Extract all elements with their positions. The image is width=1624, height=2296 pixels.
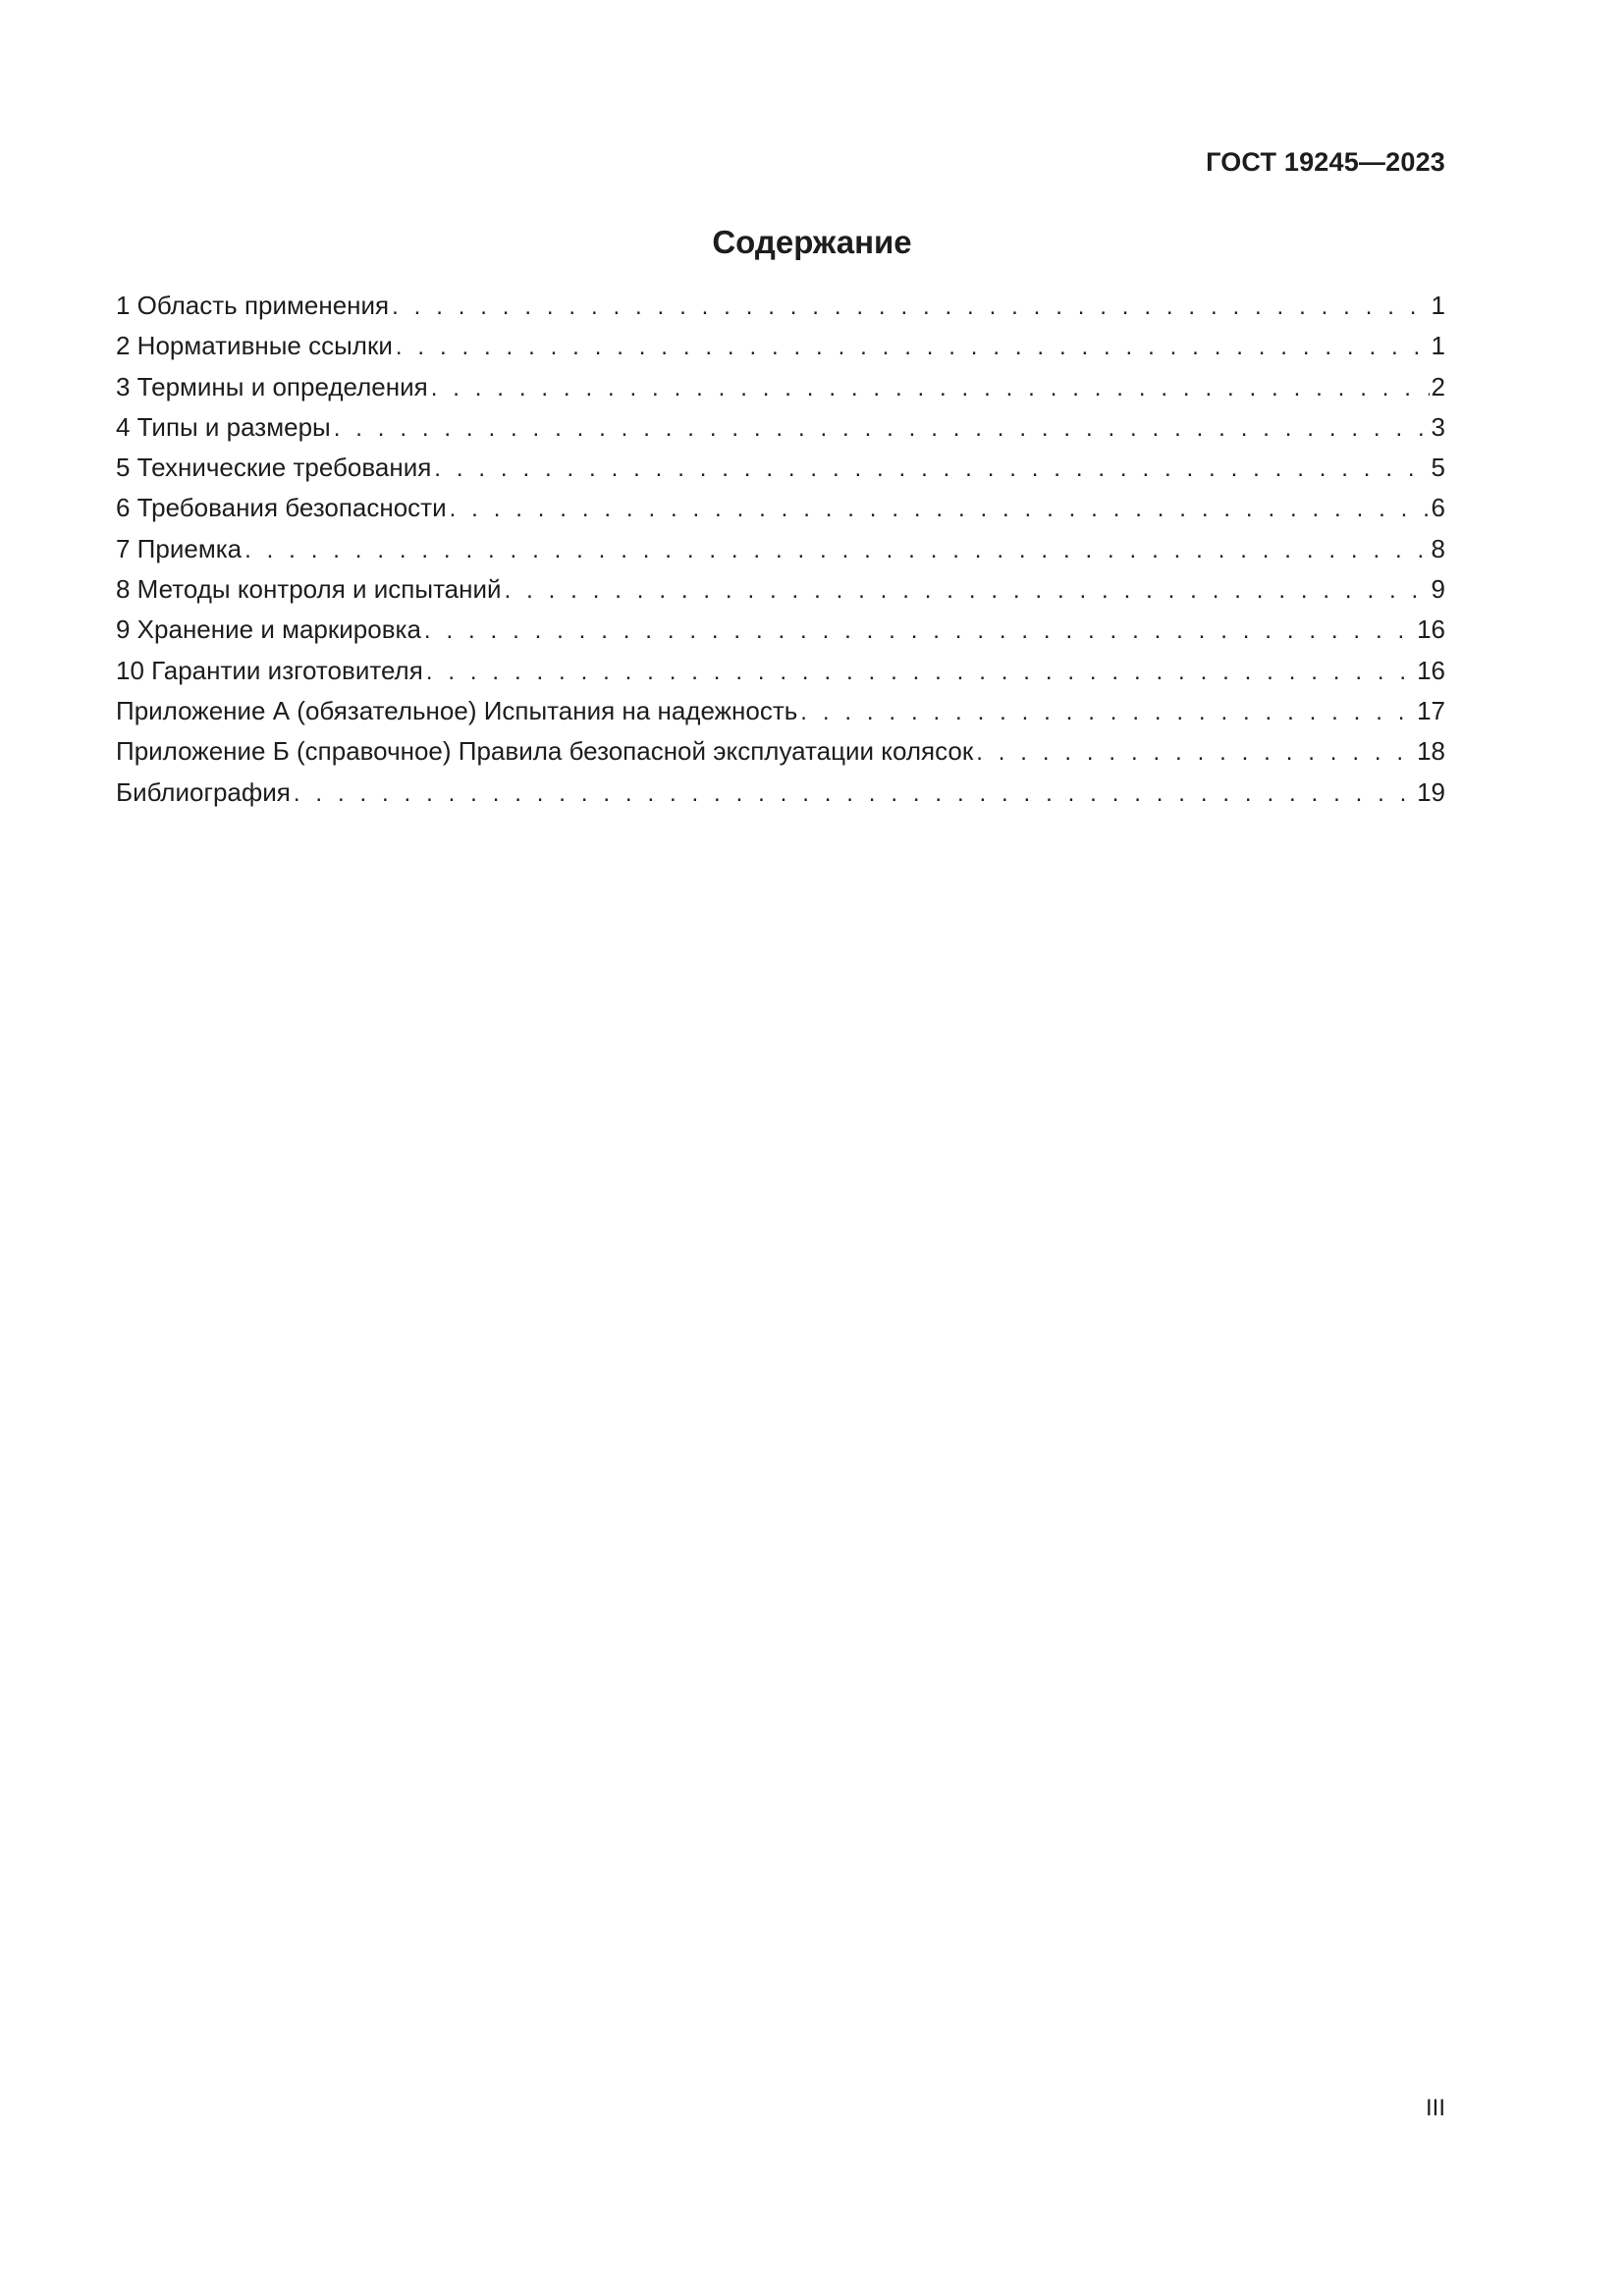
toc-entry-label: 8 Методы контроля и испытаний: [116, 574, 502, 605]
toc-entry[interactable]: [116, 326, 1445, 366]
toc-dot-leader: [450, 489, 1430, 528]
toc-entry-page: 18: [1417, 736, 1445, 767]
toc-entry-label: Библиография: [116, 776, 291, 807]
toc-entry-page: 6: [1431, 493, 1445, 523]
toc-entry-label: 10 Гарантии изготовителя: [116, 655, 423, 685]
toc-entry-label: 5 Технические требования: [116, 453, 432, 483]
toc-dot-leader: [426, 652, 1415, 691]
document-code: ГОСТ 19245—2023: [1206, 147, 1445, 177]
toc-entry[interactable]: [116, 367, 1445, 407]
toc-entry-page: 3: [1431, 411, 1445, 442]
toc-entry-page: 19: [1417, 776, 1445, 807]
toc-entry[interactable]: [116, 731, 1445, 772]
toc-dot-leader: [392, 287, 1429, 326]
toc-entry-page: 1: [1431, 291, 1445, 320]
toc-entry-label: 6 Требования безопасности: [116, 493, 447, 523]
toc-entry[interactable]: [116, 407, 1445, 448]
toc-entry-page: 16: [1417, 655, 1445, 685]
toc-entry-label: Приложение А (обязательное) Испытания на надежность: [116, 695, 798, 725]
toc-entry-page: 1: [1431, 331, 1445, 361]
toc-dot-leader: [294, 774, 1415, 813]
toc-dot-leader: [334, 408, 1430, 448]
toc-entry-label: 3 Термины и определения: [116, 371, 428, 401]
page-number: III: [1425, 2095, 1445, 2121]
toc-entry-page: 5: [1431, 453, 1445, 483]
toc-entry[interactable]: [116, 610, 1445, 650]
toc-entry[interactable]: [116, 773, 1445, 813]
toc-entry[interactable]: [116, 529, 1445, 569]
toc-entry-label: Приложение Б (справочное) Правила безопасной эксплуатации колясок: [116, 736, 974, 767]
toc-entry-page: 2: [1431, 371, 1445, 401]
toc-dot-leader: [505, 570, 1430, 610]
toc-entry-label: 9 Хранение и маркировка: [116, 614, 421, 645]
toc-dot-leader: [244, 530, 1429, 569]
toc-entry-label: 1 Область применения: [116, 291, 390, 320]
toc-dot-leader: [434, 449, 1429, 488]
toc-entry[interactable]: [116, 488, 1445, 528]
toc-dot-leader: [976, 732, 1415, 772]
toc-entry-label: 7 Приемка: [116, 533, 243, 563]
table-of-contents: [116, 286, 1445, 813]
toc-entry-page: 8: [1431, 533, 1445, 563]
toc-entry[interactable]: [116, 651, 1445, 691]
toc-entry-page: 9: [1431, 574, 1445, 605]
toc-entry-label: 2 Нормативные ссылки: [116, 331, 393, 361]
toc-dot-leader: [396, 327, 1430, 366]
toc-entry-page: 16: [1417, 614, 1445, 645]
toc-dot-leader: [800, 692, 1415, 731]
toc-entry-label: 4 Типы и размеры: [116, 411, 331, 442]
toc-entry[interactable]: [116, 569, 1445, 610]
toc-dot-leader: [424, 611, 1415, 650]
toc-dot-leader: [431, 368, 1430, 407]
toc-entry[interactable]: [116, 691, 1445, 731]
toc-title: Содержание: [712, 224, 912, 260]
toc-entry[interactable]: [116, 448, 1445, 488]
toc-entry[interactable]: [116, 286, 1445, 326]
toc-entry-page: 17: [1417, 695, 1445, 725]
